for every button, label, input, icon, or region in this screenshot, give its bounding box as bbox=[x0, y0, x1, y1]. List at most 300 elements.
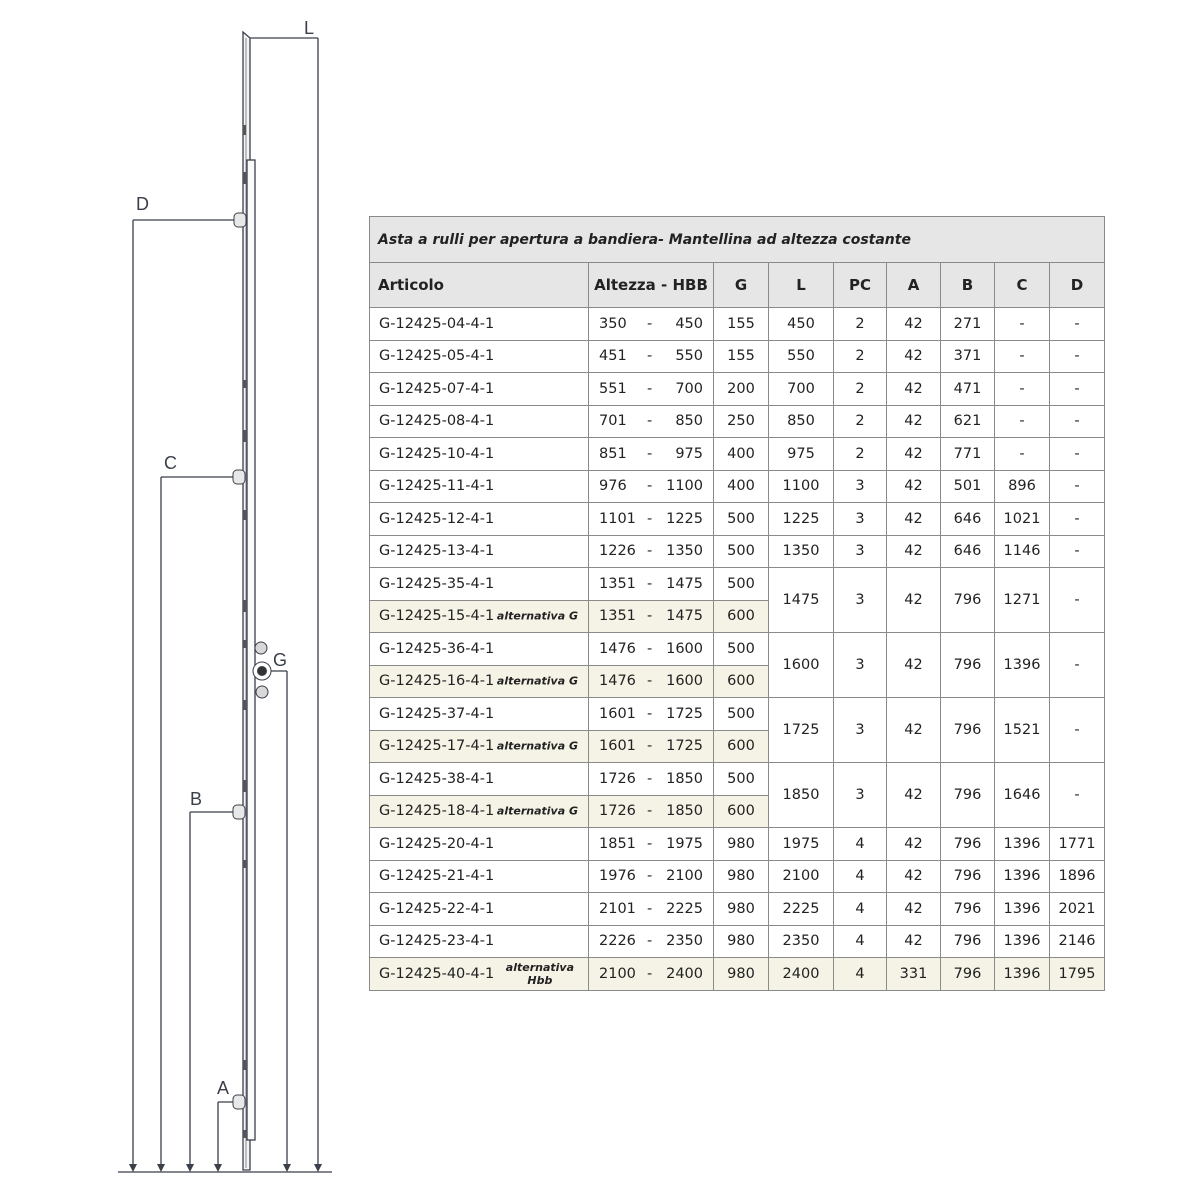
hbb-separator: - bbox=[647, 543, 653, 560]
hbb-separator: - bbox=[647, 640, 653, 657]
table-row bbox=[370, 860, 1105, 893]
articolo-cell bbox=[370, 340, 589, 373]
b-cell: 796 bbox=[941, 763, 995, 828]
b-cell: 796 bbox=[941, 860, 995, 893]
hbb-cell bbox=[589, 860, 714, 893]
table-body bbox=[370, 308, 1105, 991]
articolo-code: G-12425-23-4-1 bbox=[379, 933, 495, 950]
pc-cell: 3 bbox=[834, 568, 887, 633]
hbb-max: 1225 bbox=[666, 510, 703, 527]
hbb-max: 700 bbox=[675, 380, 703, 397]
articolo-code: G-12425-15-4-1 bbox=[379, 608, 495, 625]
table-row bbox=[370, 340, 1105, 373]
l-cell: 2100 bbox=[769, 860, 834, 893]
articolo-code: G-12425-04-4-1 bbox=[379, 315, 495, 332]
d-cell: - bbox=[1050, 503, 1105, 536]
hardware-rod-diagram bbox=[0, 0, 360, 1200]
header-b: B bbox=[941, 263, 995, 308]
pc-cell: 2 bbox=[834, 438, 887, 471]
articolo-cell bbox=[370, 373, 589, 406]
g-cell: 155 bbox=[714, 308, 769, 341]
articolo-cell bbox=[370, 795, 589, 828]
articolo-code: G-12425-10-4-1 bbox=[379, 445, 495, 462]
dim-label-D: D bbox=[136, 194, 149, 214]
dim-arrowheads bbox=[129, 1164, 322, 1172]
pc-cell: 2 bbox=[834, 308, 887, 341]
d-cell: - bbox=[1050, 568, 1105, 633]
g-cell: 400 bbox=[714, 438, 769, 471]
hbb-cell bbox=[589, 698, 714, 731]
articolo-code: G-12425-16-4-1 bbox=[379, 673, 495, 690]
b-cell: 796 bbox=[941, 925, 995, 958]
articolo-code: G-12425-12-4-1 bbox=[379, 510, 495, 527]
c-cell: 1396 bbox=[995, 925, 1050, 958]
hbb-max: 1975 bbox=[666, 835, 703, 852]
a-cell: 42 bbox=[887, 763, 941, 828]
l-cell: 550 bbox=[769, 340, 834, 373]
a-cell: 42 bbox=[887, 373, 941, 406]
articolo-code: G-12425-21-4-1 bbox=[379, 868, 495, 885]
hbb-max: 1850 bbox=[666, 770, 703, 787]
d-cell: 1771 bbox=[1050, 828, 1105, 861]
b-cell: 796 bbox=[941, 893, 995, 926]
hbb-max: 1475 bbox=[666, 608, 703, 625]
g-cell: 600 bbox=[714, 665, 769, 698]
hbb-separator: - bbox=[647, 510, 653, 527]
articolo-cell bbox=[370, 633, 589, 666]
c-cell: 896 bbox=[995, 470, 1050, 503]
b-cell: 371 bbox=[941, 340, 995, 373]
hbb-cell bbox=[589, 600, 714, 633]
header-altezza-hbb: Altezza - HBB bbox=[589, 263, 714, 308]
hbb-max: 2225 bbox=[666, 900, 703, 917]
d-cell: 2146 bbox=[1050, 925, 1105, 958]
d-cell: - bbox=[1050, 438, 1105, 471]
hbb-separator: - bbox=[647, 380, 653, 397]
d-cell: 2021 bbox=[1050, 893, 1105, 926]
g-cell: 600 bbox=[714, 730, 769, 763]
d-cell: - bbox=[1050, 308, 1105, 341]
articolo-cell bbox=[370, 730, 589, 763]
table-row bbox=[370, 373, 1105, 406]
hbb-min: 1351 bbox=[599, 608, 636, 625]
hbb-cell bbox=[589, 373, 714, 406]
table-row bbox=[370, 893, 1105, 926]
header-l: L bbox=[769, 263, 834, 308]
a-cell: 42 bbox=[887, 633, 941, 698]
pc-cell: 4 bbox=[834, 958, 887, 991]
dim-label-L: L bbox=[304, 18, 315, 38]
l-cell: 1600 bbox=[769, 633, 834, 698]
hbb-separator: - bbox=[647, 900, 653, 917]
dim-label-C: C bbox=[164, 453, 177, 473]
articolo-cell bbox=[370, 763, 589, 796]
hbb-min: 1601 bbox=[599, 738, 636, 755]
articolo-cell bbox=[370, 438, 589, 471]
l-cell: 2225 bbox=[769, 893, 834, 926]
header-articolo: Articolo bbox=[370, 263, 589, 308]
c-cell: 1396 bbox=[995, 958, 1050, 991]
l-cell: 1350 bbox=[769, 535, 834, 568]
hbb-min: 2226 bbox=[599, 933, 636, 950]
d-cell: - bbox=[1050, 405, 1105, 438]
hbb-cell bbox=[589, 503, 714, 536]
articolo-code: G-12425-36-4-1 bbox=[379, 640, 495, 657]
table-row bbox=[370, 535, 1105, 568]
table-row bbox=[370, 568, 1105, 601]
g-cell: 500 bbox=[714, 763, 769, 796]
b-cell: 471 bbox=[941, 373, 995, 406]
articolo-cell bbox=[370, 860, 589, 893]
hbb-cell bbox=[589, 535, 714, 568]
articolo-code: G-12425-37-4-1 bbox=[379, 705, 495, 722]
articolo-code: G-12425-38-4-1 bbox=[379, 770, 495, 787]
header-row bbox=[370, 263, 1105, 308]
roller-c bbox=[233, 470, 245, 484]
hbb-separator: - bbox=[647, 608, 653, 625]
hbb-cell bbox=[589, 665, 714, 698]
table-row-alternative-hbb bbox=[370, 958, 1105, 991]
g-cell: 980 bbox=[714, 958, 769, 991]
l-cell: 1975 bbox=[769, 828, 834, 861]
spec-table bbox=[369, 216, 1105, 991]
table-row bbox=[370, 308, 1105, 341]
hbb-cell bbox=[589, 308, 714, 341]
hbb-min: 1476 bbox=[599, 640, 636, 657]
articolo-code: G-12425-11-4-1 bbox=[379, 478, 495, 495]
hbb-max: 450 bbox=[675, 315, 703, 332]
c-cell: - bbox=[995, 373, 1050, 406]
articolo-code: G-12425-35-4-1 bbox=[379, 575, 495, 592]
c-cell: 1146 bbox=[995, 535, 1050, 568]
articolo-cell bbox=[370, 925, 589, 958]
l-cell: 450 bbox=[769, 308, 834, 341]
hbb-cell bbox=[589, 633, 714, 666]
a-cell: 42 bbox=[887, 535, 941, 568]
hbb-max: 1475 bbox=[666, 575, 703, 592]
c-cell: 1021 bbox=[995, 503, 1050, 536]
d-cell: 1896 bbox=[1050, 860, 1105, 893]
a-cell: 42 bbox=[887, 893, 941, 926]
pc-cell: 3 bbox=[834, 633, 887, 698]
hbb-min: 1726 bbox=[599, 803, 636, 820]
d-cell: - bbox=[1050, 535, 1105, 568]
c-cell: 1396 bbox=[995, 828, 1050, 861]
articolo-code: G-12425-20-4-1 bbox=[379, 835, 495, 852]
g-cell: 200 bbox=[714, 373, 769, 406]
roller-d bbox=[234, 213, 246, 227]
roller-a bbox=[233, 1095, 245, 1109]
b-cell: 646 bbox=[941, 535, 995, 568]
header-c: C bbox=[995, 263, 1050, 308]
alternative-note: alternativa G bbox=[496, 609, 578, 623]
hbb-cell bbox=[589, 405, 714, 438]
g-cell: 500 bbox=[714, 698, 769, 731]
alternative-note: alternativa G bbox=[496, 804, 578, 818]
l-cell: 975 bbox=[769, 438, 834, 471]
hbb-min: 1476 bbox=[599, 673, 636, 690]
articolo-cell bbox=[370, 958, 589, 991]
g-cell: 500 bbox=[714, 568, 769, 601]
articolo-cell bbox=[370, 405, 589, 438]
hbb-separator: - bbox=[647, 348, 653, 365]
hbb-separator: - bbox=[647, 933, 653, 950]
c-cell: 1271 bbox=[995, 568, 1050, 633]
hbb-max: 2400 bbox=[666, 965, 703, 982]
b-cell: 796 bbox=[941, 633, 995, 698]
articolo-cell bbox=[370, 535, 589, 568]
g-cell: 980 bbox=[714, 925, 769, 958]
d-cell: - bbox=[1050, 470, 1105, 503]
hbb-cell bbox=[589, 925, 714, 958]
hbb-separator: - bbox=[647, 803, 653, 820]
a-cell: 42 bbox=[887, 470, 941, 503]
hbb-max: 1725 bbox=[666, 738, 703, 755]
table-row bbox=[370, 503, 1105, 536]
table-title: Asta a rulli per apertura a bandiera- Mantellina ad altezza costante bbox=[370, 217, 1105, 263]
g-cell: 980 bbox=[714, 893, 769, 926]
hbb-max: 2350 bbox=[666, 933, 703, 950]
hbb-cell bbox=[589, 958, 714, 991]
l-cell: 2400 bbox=[769, 958, 834, 991]
hbb-cell bbox=[589, 893, 714, 926]
header-a: A bbox=[887, 263, 941, 308]
hbb-min: 1726 bbox=[599, 770, 636, 787]
header-pc: PC bbox=[834, 263, 887, 308]
articolo-code: G-12425-08-4-1 bbox=[379, 413, 495, 430]
hbb-separator: - bbox=[647, 965, 653, 982]
g-cell: 500 bbox=[714, 535, 769, 568]
l-cell: 1100 bbox=[769, 470, 834, 503]
table-row bbox=[370, 470, 1105, 503]
d-cell: - bbox=[1050, 763, 1105, 828]
b-cell: 796 bbox=[941, 568, 995, 633]
c-cell: - bbox=[995, 405, 1050, 438]
pc-cell: 2 bbox=[834, 340, 887, 373]
g-cell: 980 bbox=[714, 828, 769, 861]
hbb-max: 1350 bbox=[666, 543, 703, 560]
l-cell: 2350 bbox=[769, 925, 834, 958]
hbb-min: 1351 bbox=[599, 575, 636, 592]
pc-cell: 3 bbox=[834, 503, 887, 536]
b-cell: 646 bbox=[941, 503, 995, 536]
pc-cell: 3 bbox=[834, 698, 887, 763]
articolo-cell bbox=[370, 308, 589, 341]
note-line-1: alternativa bbox=[505, 960, 574, 974]
hbb-min: 1601 bbox=[599, 705, 636, 722]
a-cell: 42 bbox=[887, 405, 941, 438]
pc-cell: 2 bbox=[834, 373, 887, 406]
hbb-cell bbox=[589, 438, 714, 471]
c-cell: 1396 bbox=[995, 860, 1050, 893]
d-cell: - bbox=[1050, 340, 1105, 373]
hbb-max: 1850 bbox=[666, 803, 703, 820]
pc-cell: 4 bbox=[834, 893, 887, 926]
l-cell: 1725 bbox=[769, 698, 834, 763]
hbb-min: 1976 bbox=[599, 868, 636, 885]
l-cell: 1225 bbox=[769, 503, 834, 536]
table-row bbox=[370, 698, 1105, 731]
hbb-max: 1600 bbox=[666, 673, 703, 690]
g-cell: 400 bbox=[714, 470, 769, 503]
table-row bbox=[370, 828, 1105, 861]
pc-cell: 2 bbox=[834, 405, 887, 438]
hbb-cell bbox=[589, 763, 714, 796]
articolo-cell bbox=[370, 470, 589, 503]
pc-cell: 4 bbox=[834, 828, 887, 861]
dim-label-B: B bbox=[190, 789, 203, 809]
alternative-note: alternativa G bbox=[496, 674, 578, 688]
articolo-cell bbox=[370, 568, 589, 601]
table-row bbox=[370, 438, 1105, 471]
gear-cam-cluster bbox=[253, 642, 271, 698]
hbb-min: 350 bbox=[599, 315, 627, 332]
note-line-2: Hbb bbox=[527, 973, 553, 987]
hbb-separator: - bbox=[647, 413, 653, 430]
alternative-note: alternativa G bbox=[496, 739, 578, 753]
articolo-code: G-12425-22-4-1 bbox=[379, 900, 495, 917]
articolo-cell bbox=[370, 828, 589, 861]
articolo-cell bbox=[370, 503, 589, 536]
a-cell: 42 bbox=[887, 340, 941, 373]
g-cell: 155 bbox=[714, 340, 769, 373]
a-cell: 42 bbox=[887, 860, 941, 893]
a-cell: 42 bbox=[887, 438, 941, 471]
hbb-cell bbox=[589, 568, 714, 601]
c-cell: - bbox=[995, 308, 1050, 341]
d-cell: - bbox=[1050, 373, 1105, 406]
table-row bbox=[370, 633, 1105, 666]
hbb-max: 1725 bbox=[666, 705, 703, 722]
l-cell: 1475 bbox=[769, 568, 834, 633]
hbb-min: 551 bbox=[599, 380, 627, 397]
hbb-separator: - bbox=[647, 315, 653, 332]
dim-label-G: G bbox=[273, 650, 288, 670]
pc-cell: 3 bbox=[834, 535, 887, 568]
hbb-cell bbox=[589, 470, 714, 503]
hbb-max: 850 bbox=[675, 413, 703, 430]
c-cell: - bbox=[995, 340, 1050, 373]
a-cell: 42 bbox=[887, 925, 941, 958]
table-row bbox=[370, 763, 1105, 796]
b-cell: 796 bbox=[941, 828, 995, 861]
hbb-cell bbox=[589, 795, 714, 828]
articolo-cell bbox=[370, 600, 589, 633]
hbb-min: 2100 bbox=[599, 965, 636, 982]
pc-cell: 4 bbox=[834, 860, 887, 893]
b-cell: 621 bbox=[941, 405, 995, 438]
b-cell: 796 bbox=[941, 958, 995, 991]
d-cell: - bbox=[1050, 698, 1105, 763]
g-cell: 500 bbox=[714, 633, 769, 666]
hbb-max: 1100 bbox=[666, 478, 703, 495]
hbb-separator: - bbox=[647, 738, 653, 755]
hbb-cell bbox=[589, 340, 714, 373]
b-cell: 271 bbox=[941, 308, 995, 341]
hbb-cell bbox=[589, 730, 714, 763]
hbb-max: 1600 bbox=[666, 640, 703, 657]
a-cell: 42 bbox=[887, 698, 941, 763]
hbb-min: 1226 bbox=[599, 543, 636, 560]
hbb-separator: - bbox=[647, 835, 653, 852]
hbb-separator: - bbox=[647, 575, 653, 592]
hbb-separator: - bbox=[647, 445, 653, 462]
g-cell: 500 bbox=[714, 503, 769, 536]
hbb-min: 701 bbox=[599, 413, 627, 430]
hbb-separator: - bbox=[647, 705, 653, 722]
rod-plate bbox=[247, 160, 255, 1140]
title-row bbox=[370, 217, 1105, 263]
g-cell: 600 bbox=[714, 600, 769, 633]
header-g: G bbox=[714, 263, 769, 308]
table-row bbox=[370, 925, 1105, 958]
articolo-code: G-12425-05-4-1 bbox=[379, 348, 495, 365]
table-row bbox=[370, 405, 1105, 438]
d-cell: - bbox=[1050, 633, 1105, 698]
hbb-max: 2100 bbox=[666, 868, 703, 885]
articolo-cell bbox=[370, 665, 589, 698]
pc-cell: 3 bbox=[834, 470, 887, 503]
hbb-max: 550 bbox=[675, 348, 703, 365]
articolo-code: G-12425-17-4-1 bbox=[379, 738, 495, 755]
hbb-min: 2101 bbox=[599, 900, 636, 917]
hbb-min: 851 bbox=[599, 445, 627, 462]
articolo-cell bbox=[370, 698, 589, 731]
d-cell: 1795 bbox=[1050, 958, 1105, 991]
c-cell: 1521 bbox=[995, 698, 1050, 763]
dim-label-A: A bbox=[217, 1078, 230, 1098]
hbb-max: 975 bbox=[675, 445, 703, 462]
l-cell: 1850 bbox=[769, 763, 834, 828]
pc-cell: 3 bbox=[834, 763, 887, 828]
a-cell: 42 bbox=[887, 503, 941, 536]
articolo-cell bbox=[370, 893, 589, 926]
roller-b bbox=[233, 805, 245, 819]
hbb-min: 1851 bbox=[599, 835, 636, 852]
hbb-min: 976 bbox=[599, 478, 627, 495]
b-cell: 796 bbox=[941, 698, 995, 763]
alternative-note bbox=[506, 961, 574, 987]
hbb-cell bbox=[589, 828, 714, 861]
hbb-separator: - bbox=[647, 673, 653, 690]
a-cell: 42 bbox=[887, 828, 941, 861]
a-cell: 42 bbox=[887, 568, 941, 633]
header-d: D bbox=[1050, 263, 1105, 308]
b-cell: 501 bbox=[941, 470, 995, 503]
hbb-min: 1101 bbox=[599, 510, 636, 527]
articolo-code: G-12425-13-4-1 bbox=[379, 543, 495, 560]
l-cell: 700 bbox=[769, 373, 834, 406]
g-cell: 250 bbox=[714, 405, 769, 438]
l-cell: 850 bbox=[769, 405, 834, 438]
hbb-separator: - bbox=[647, 478, 653, 495]
g-cell: 600 bbox=[714, 795, 769, 828]
c-cell: - bbox=[995, 438, 1050, 471]
a-cell: 331 bbox=[887, 958, 941, 991]
a-cell: 42 bbox=[887, 308, 941, 341]
hbb-min: 451 bbox=[599, 348, 627, 365]
articolo-code: G-12425-18-4-1 bbox=[379, 803, 495, 820]
hbb-separator: - bbox=[647, 868, 653, 885]
b-cell: 771 bbox=[941, 438, 995, 471]
c-cell: 1396 bbox=[995, 893, 1050, 926]
g-cell: 980 bbox=[714, 860, 769, 893]
articolo-code: G-12425-07-4-1 bbox=[379, 380, 495, 397]
pc-cell: 4 bbox=[834, 925, 887, 958]
articolo-code: G-12425-40-4-1 bbox=[379, 965, 495, 982]
c-cell: 1646 bbox=[995, 763, 1050, 828]
c-cell: 1396 bbox=[995, 633, 1050, 698]
